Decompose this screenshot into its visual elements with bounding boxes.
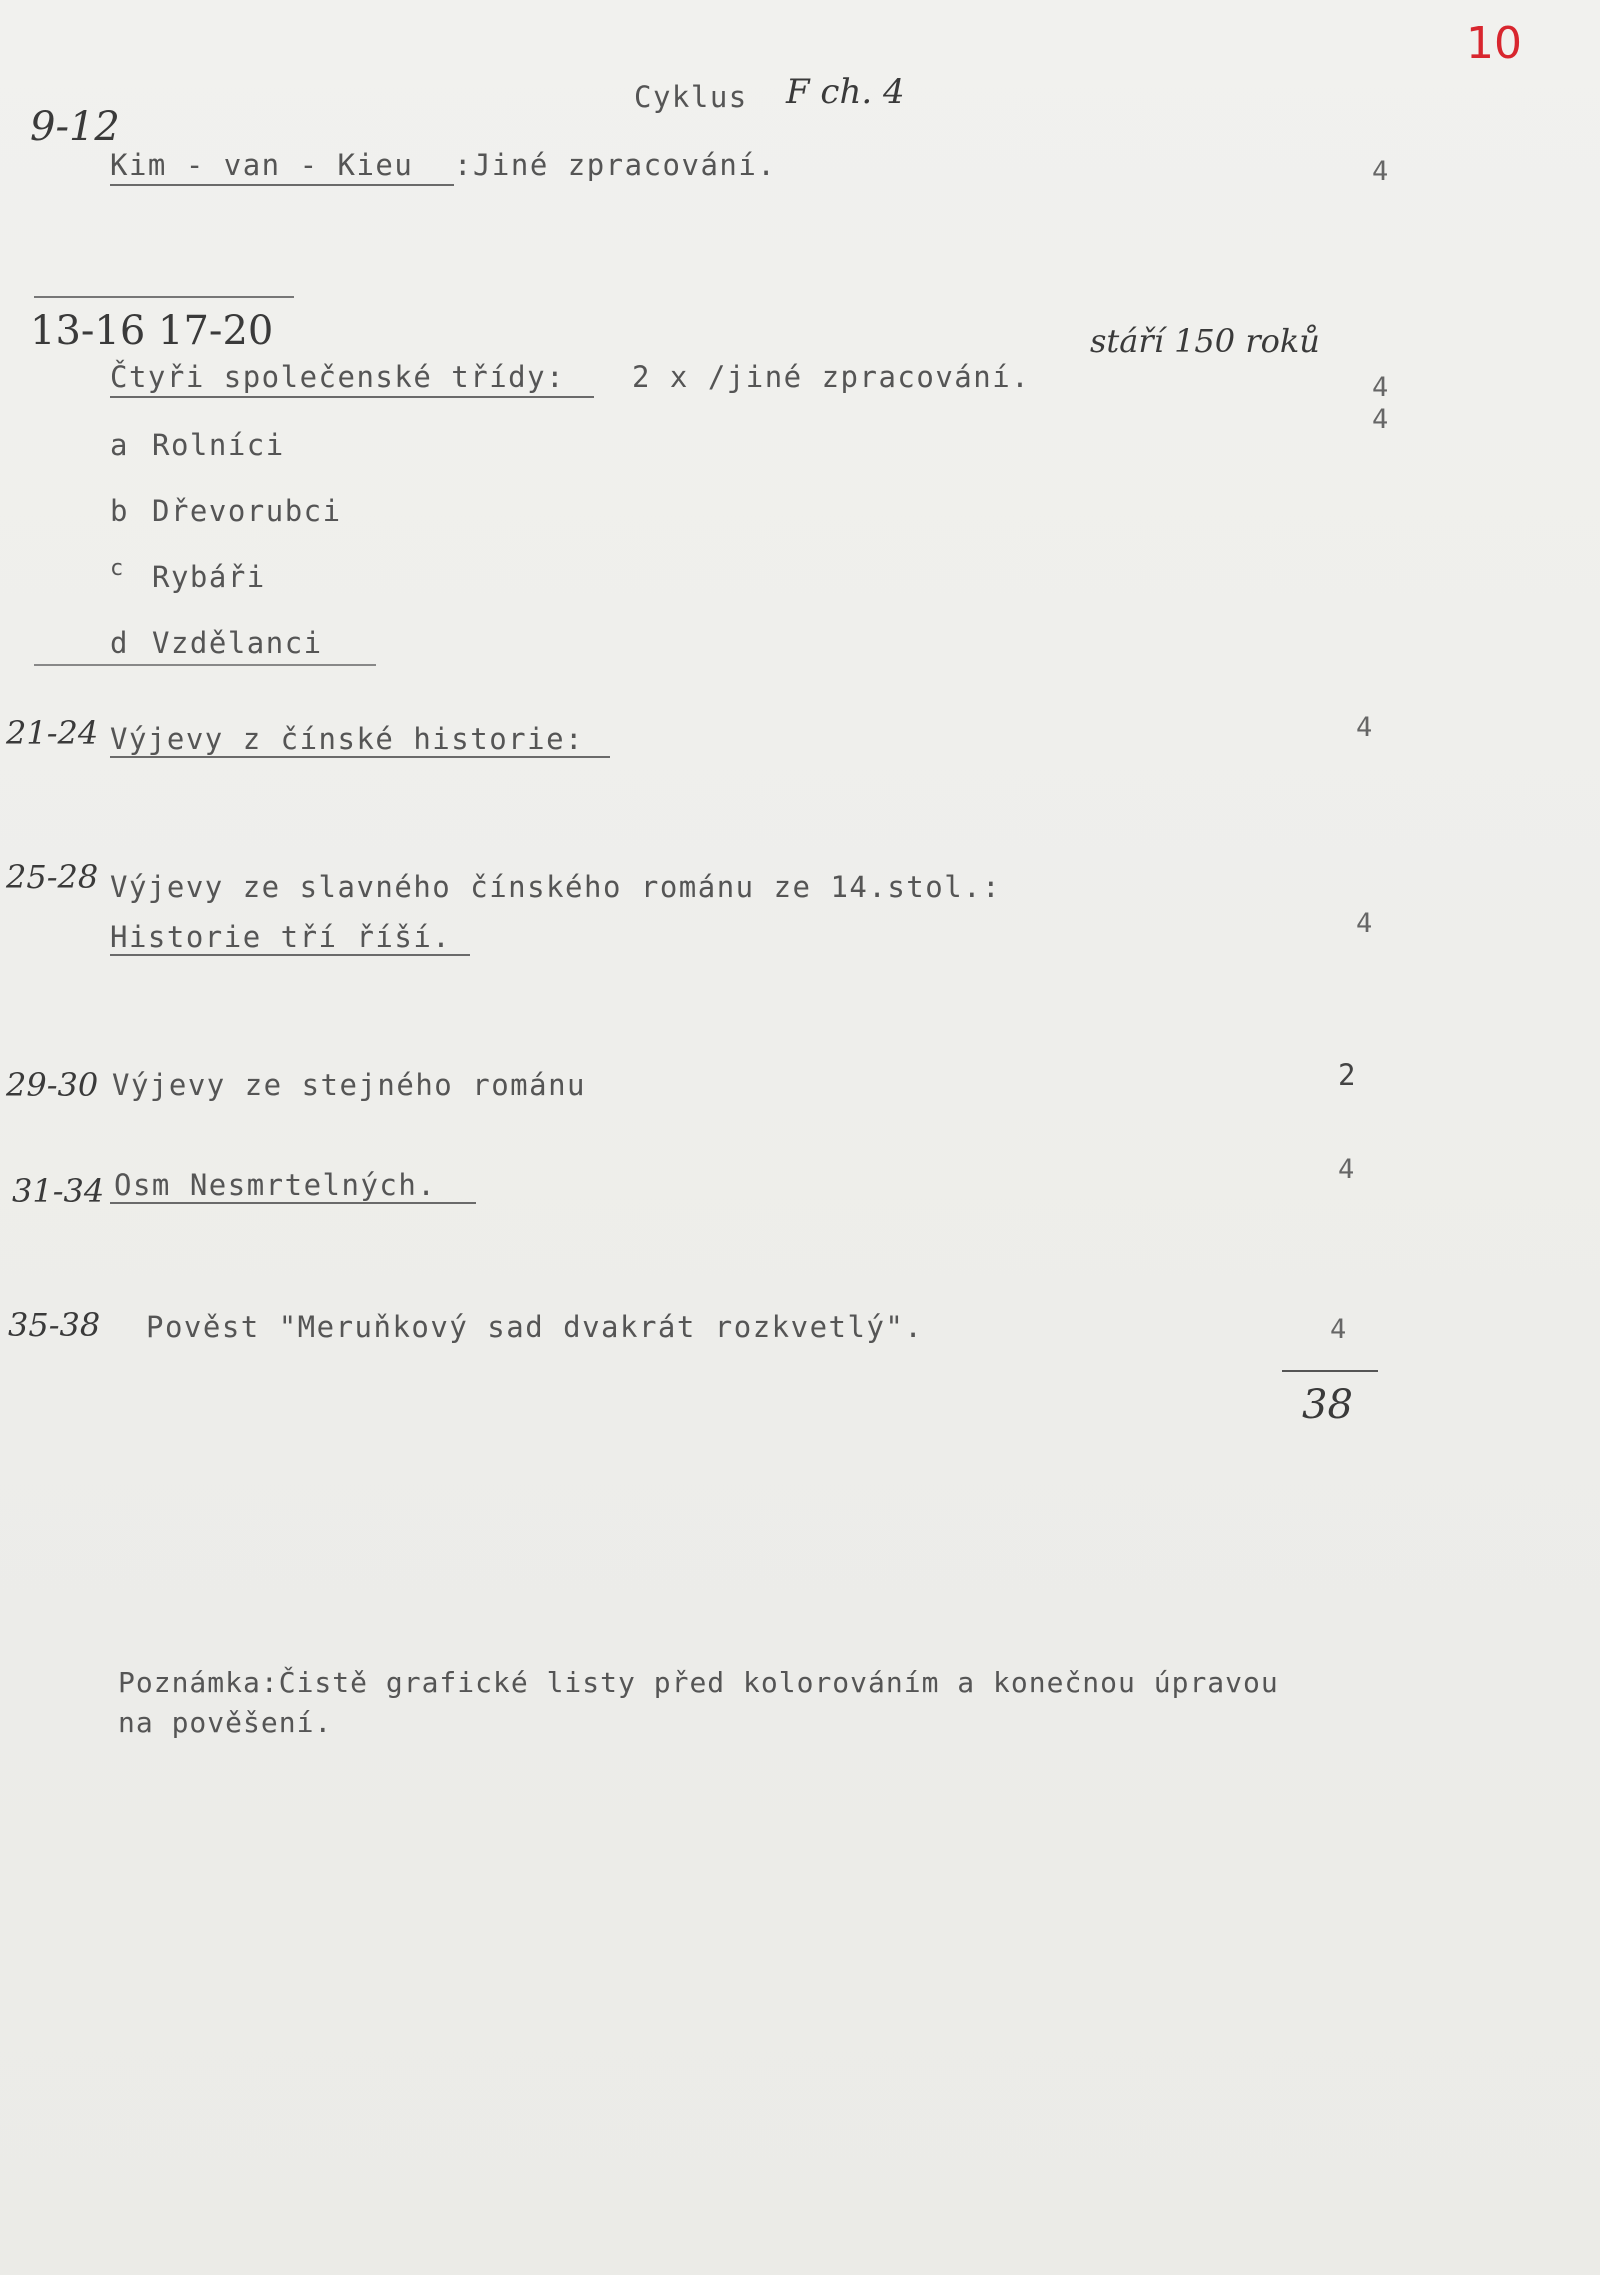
entry-count: 4 bbox=[1356, 712, 1373, 743]
entry-line: Výjevy ze slavného čínského románu ze 14.stol.: bbox=[110, 870, 1002, 904]
entry-count: 4 bbox=[1356, 908, 1373, 939]
list-item-letter: b bbox=[110, 494, 129, 528]
list-item-label: Rolníci bbox=[152, 428, 285, 462]
entry-title-underline bbox=[110, 954, 470, 956]
entry-title-underline bbox=[110, 396, 594, 398]
entry-count: 4 bbox=[1338, 1154, 1355, 1185]
entry-range: 29-30 bbox=[6, 1066, 99, 1104]
entry-count: 4 bbox=[1372, 156, 1389, 187]
entry-count: 4 bbox=[1372, 404, 1389, 435]
entry-title: Čtyři společenské třídy: bbox=[110, 360, 566, 394]
entry-title-underline bbox=[110, 1202, 476, 1204]
footnote-line: na pověšení. bbox=[118, 1706, 333, 1739]
entry-title-underline bbox=[110, 756, 610, 758]
handwritten-note: stáří 150 roků bbox=[1090, 322, 1320, 360]
entry-count: 4 bbox=[1330, 1314, 1347, 1345]
total-sum: 38 bbox=[1302, 1382, 1353, 1428]
list-item-letter: a bbox=[110, 428, 129, 462]
entry-range: 25-28 bbox=[6, 858, 99, 896]
footnote-line: Poznámka:Čistě grafické listy před kolorováním a konečnou úpravou bbox=[118, 1666, 1279, 1699]
entry-rest: :Jiné zpracování. bbox=[454, 148, 777, 182]
list-item-letter: d bbox=[110, 626, 129, 660]
header-title: Cyklus bbox=[634, 80, 748, 114]
entry-title: Kim - van - Kieu bbox=[110, 148, 414, 182]
entry-title: Pověst "Meruňkový sad dvakrát rozkvetlý". bbox=[146, 1310, 924, 1344]
header-note: F ch. 4 bbox=[786, 72, 905, 112]
section-underline bbox=[34, 664, 376, 666]
entry-title: Osm Nesmrtelných. bbox=[114, 1168, 437, 1202]
entry-title-underline bbox=[110, 184, 454, 186]
entry-range: 13-16 17-20 bbox=[30, 308, 274, 354]
entry-title: Historie tří říší. bbox=[110, 920, 452, 954]
entry-count: 4 bbox=[1372, 372, 1389, 403]
entry-rest: 2 x /jiné zpracování. bbox=[632, 360, 1031, 394]
list-item-letter: c bbox=[110, 556, 125, 581]
entry-count: 2 bbox=[1338, 1058, 1356, 1092]
list-item-label: Vzdělanci bbox=[152, 626, 323, 660]
entry-title: Výjevy ze stejného románu bbox=[112, 1068, 586, 1102]
entry-title: Výjevy z čínské historie: bbox=[110, 722, 584, 756]
total-line bbox=[1282, 1370, 1378, 1372]
divider-line bbox=[34, 296, 294, 298]
entry-range: 21-24 bbox=[6, 714, 99, 752]
list-item-label: Rybáři bbox=[152, 560, 266, 594]
entry-range: 31-34 bbox=[12, 1172, 105, 1210]
entry-range: 9-12 bbox=[30, 104, 120, 150]
list-item-label: Dřevorubci bbox=[152, 494, 342, 528]
entry-range: 35-38 bbox=[8, 1306, 101, 1344]
page-number: 10 bbox=[1466, 18, 1522, 69]
